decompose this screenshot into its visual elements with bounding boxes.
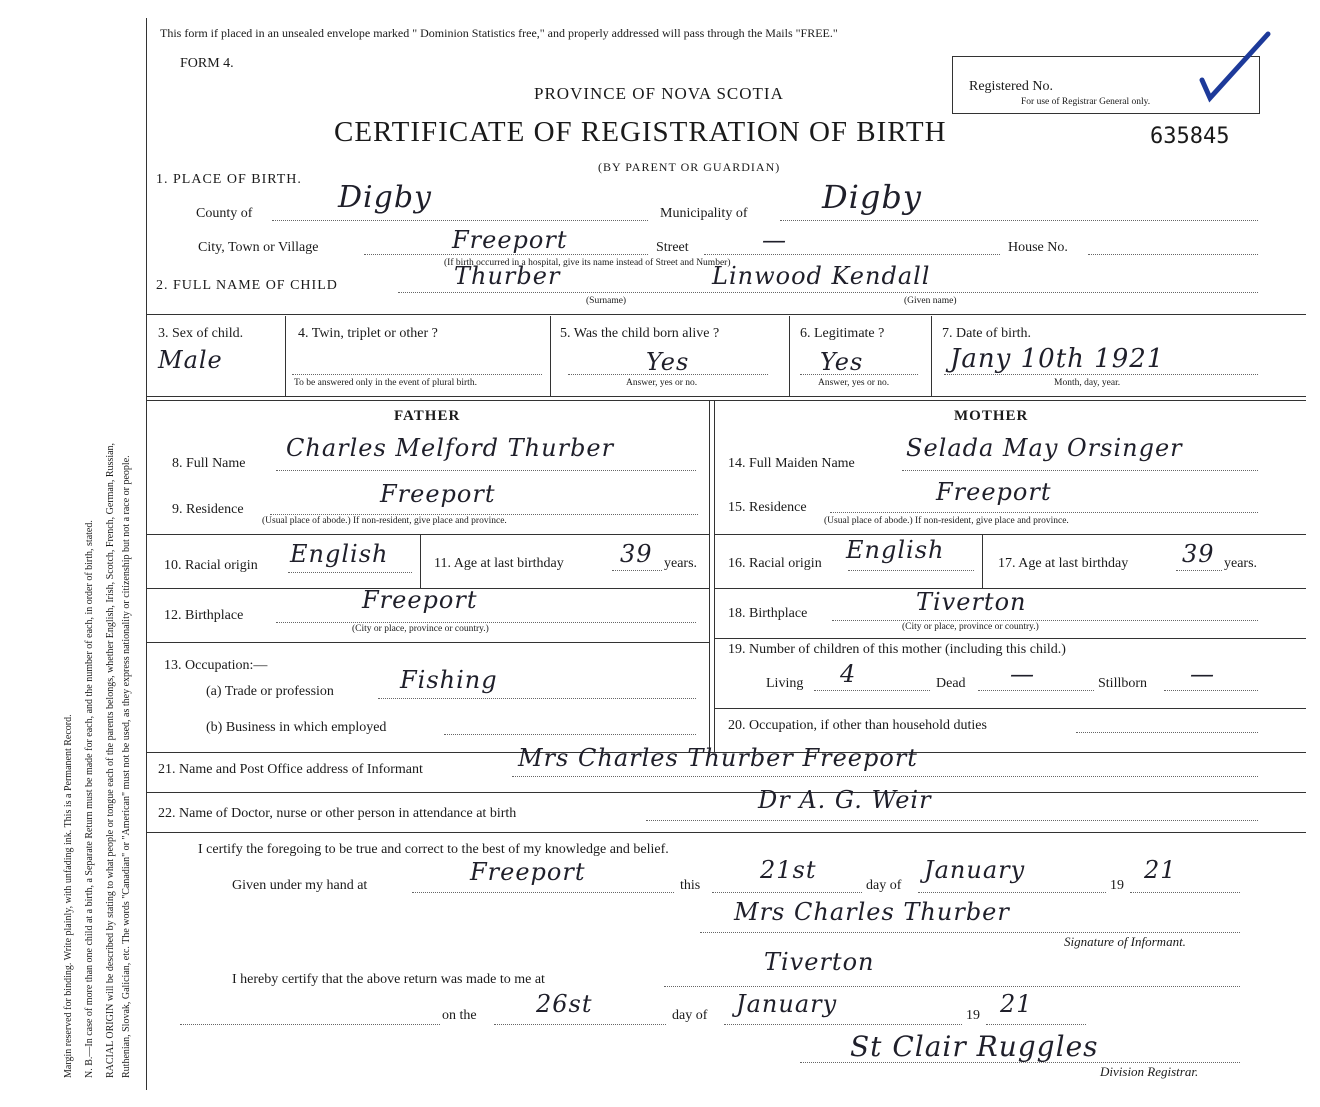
twin-note: To be answered only in the event of plural birth. [294, 378, 477, 388]
mother-residence-value: Freeport [936, 478, 1052, 506]
mother-occupation-label: 20. Occupation, if other than household duties [728, 718, 987, 733]
county-value: Digby [338, 180, 433, 215]
legitimate-label: 6. Legitimate ? [800, 326, 885, 341]
street-label: Street [656, 240, 689, 255]
certification-statement: I certify the foregoing to be true and correct to the best of my knowledge and belief. [198, 842, 669, 857]
registrar-month-value: January [736, 990, 838, 1018]
this-label: this [680, 878, 701, 893]
given-year-value: 21 [1144, 856, 1177, 884]
given-day-value: 21st [760, 856, 817, 884]
living-label: Living [766, 676, 804, 691]
father-residence-value: Freeport [380, 480, 496, 508]
place-of-birth-label: 1. PLACE OF BIRTH. [156, 172, 302, 187]
father-age-value: 39 [620, 540, 653, 568]
given-name-caption: (Given name) [904, 296, 957, 306]
street-value: — [762, 226, 787, 254]
child-name-label: 2. FULL NAME OF CHILD [156, 278, 338, 293]
given-under-label: Given under my hand at [232, 878, 368, 893]
born-alive-note: Answer, yes or no. [626, 378, 698, 388]
mother-birthplace-value: Tiverton [916, 588, 1027, 616]
father-birthplace-label: 12. Birthplace [164, 608, 244, 623]
registrar-signature: St Clair Ruggles [850, 1030, 1099, 1063]
municipality-label: Municipality of [660, 206, 748, 221]
father-name-value: Charles Melford Thurber [286, 434, 615, 462]
page-title: CERTIFICATE OF REGISTRATION OF BIRTH [334, 116, 947, 148]
twin-label: 4. Twin, triplet or other ? [298, 326, 438, 341]
father-trade-value: Fishing [400, 666, 498, 694]
mother-racial-value: English [846, 536, 945, 564]
father-name-label: 8. Full Name [172, 456, 246, 471]
date-of-birth-value: Jany 10th 1921 [950, 344, 1165, 374]
father-racial-value: English [290, 540, 389, 568]
province-title: PROVINCE OF NOVA SCOTIA [534, 84, 784, 103]
registered-label: Registered No. [969, 79, 1053, 94]
father-business-label: (b) Business in which employed [206, 720, 387, 735]
page-subtitle: (BY PARENT OR GUARDIAN) [598, 160, 781, 174]
city-value: Freeport [452, 226, 568, 254]
mother-age-value: 39 [1182, 540, 1215, 568]
registrar-day-value: 26st [536, 990, 593, 1018]
legitimate-note: Answer, yes or no. [818, 378, 890, 388]
father-trade-label: (a) Trade or profession [206, 684, 334, 699]
legitimate-value: Yes [820, 348, 864, 376]
living-value: 4 [840, 660, 857, 688]
postal-note: This form if placed in an unsealed envelope marked " Dominion Statistics free," and properly addressed will pass through the Mails "FREE." [160, 26, 838, 40]
date-of-birth-note: Month, day, year. [1054, 378, 1121, 388]
year-prefix: 19 [1110, 878, 1124, 893]
informant-signature: Mrs Charles Thurber [734, 898, 1010, 926]
margin-note-multiple-birth: N. B.—In case of more than one child at a birth, a Separate Return must be made for each, and the number of each, in order of birth, stated. [84, 520, 95, 1078]
hospital-note: (If birth occurred in a hospital, give its name instead of Street and Number) [444, 258, 731, 268]
born-alive-value: Yes [646, 348, 690, 376]
margin-note-racial-origin: RACIAL ORIGIN will be described by stating to what people or tongue each of the parents belongs, whether English, Irish, Scotch, French, German, Russian, [105, 442, 116, 1078]
sex-value: Male [158, 346, 223, 374]
informant-signature-caption: Signature of Informant. [1064, 934, 1186, 949]
county-label: County of [196, 206, 253, 221]
informant-label: 21. Name and Post Office address of Informant [158, 762, 423, 777]
surname-caption: (Surname) [586, 296, 627, 306]
certificate-number: 635845 [1150, 124, 1230, 149]
margin-note-binding: Margin reserved for binding. Write plainly, with unfading ink. This is a Permanent Record. [63, 714, 74, 1078]
registrar-day-of-label: day of [672, 1008, 708, 1023]
doctor-value: Dr A. G. Weir [758, 786, 932, 814]
mother-residence-note: (Usual place of abode.) If non-resident, give place and province. [824, 516, 1069, 526]
father-age-unit: years. [664, 556, 698, 571]
registrar-place-value: Tiverton [764, 948, 875, 976]
registrar-caption: Division Registrar. [1100, 1064, 1199, 1079]
dead-value: — [1010, 660, 1035, 688]
margin-note-racial-origin-cont: Ruthenian, Slovak, Galician, etc. The words "Canadian" or "American" must not be used, as they express nationality or citizenship but not a race or people. [121, 455, 132, 1078]
registrar-year-value: 21 [1000, 990, 1033, 1018]
city-label: City, Town or Village [198, 240, 319, 255]
father-residence-note: (Usual place of abode.) If non-resident, give place and province. [262, 516, 507, 526]
father-age-label: 11. Age at last birthday [434, 556, 564, 571]
dead-label: Dead [936, 676, 966, 691]
father-heading: FATHER [394, 408, 461, 424]
mother-heading: MOTHER [954, 408, 1029, 424]
mother-name-value: Selada May Orsinger [906, 434, 1183, 462]
registrar-year-prefix: 19 [966, 1008, 980, 1023]
stillborn-value: — [1190, 660, 1215, 688]
given-month-value: January [924, 856, 1026, 884]
mother-racial-label: 16. Racial origin [728, 556, 822, 571]
registrar-only-note: For use of Registrar General only. [1021, 97, 1151, 107]
day-of-label: day of [866, 878, 902, 893]
mother-residence-label: 15. Residence [728, 500, 807, 515]
father-birthplace-note: (City or place, province or country.) [352, 624, 489, 634]
mother-birthplace-note: (City or place, province or country.) [902, 622, 1039, 632]
father-occupation-label: 13. Occupation:— [164, 658, 268, 673]
mother-children-label: 19. Number of children of this mother (including this child.) [728, 642, 1066, 657]
checkmark-icon [1196, 28, 1276, 108]
form-number: FORM 4. [180, 56, 234, 71]
informant-value: Mrs Charles Thurber Freeport [518, 744, 918, 772]
stillborn-label: Stillborn [1098, 676, 1148, 691]
mother-age-unit: years. [1224, 556, 1258, 571]
doctor-label: 22. Name of Doctor, nurse or other person in attendance at birth [158, 806, 517, 821]
given-place-value: Freeport [470, 858, 586, 886]
father-birthplace-value: Freeport [362, 586, 478, 614]
on-the-label: on the [442, 1008, 477, 1023]
date-of-birth-label: 7. Date of birth. [942, 326, 1032, 341]
municipality-value: Digby [822, 178, 922, 216]
registrar-statement: I hereby certify that the above return was made to me at [232, 972, 545, 987]
child-surname: Thurber [454, 262, 561, 290]
mother-birthplace-label: 18. Birthplace [728, 606, 808, 621]
mother-age-label: 17. Age at last birthday [998, 556, 1129, 571]
child-given-names: Linwood Kendall [712, 262, 931, 290]
born-alive-label: 5. Was the child born alive ? [560, 326, 720, 341]
house-number-label: House No. [1008, 240, 1068, 255]
father-racial-label: 10. Racial origin [164, 558, 258, 573]
father-residence-label: 9. Residence [172, 502, 244, 517]
sex-label: 3. Sex of child. [158, 326, 244, 341]
mother-name-label: 14. Full Maiden Name [728, 456, 855, 471]
